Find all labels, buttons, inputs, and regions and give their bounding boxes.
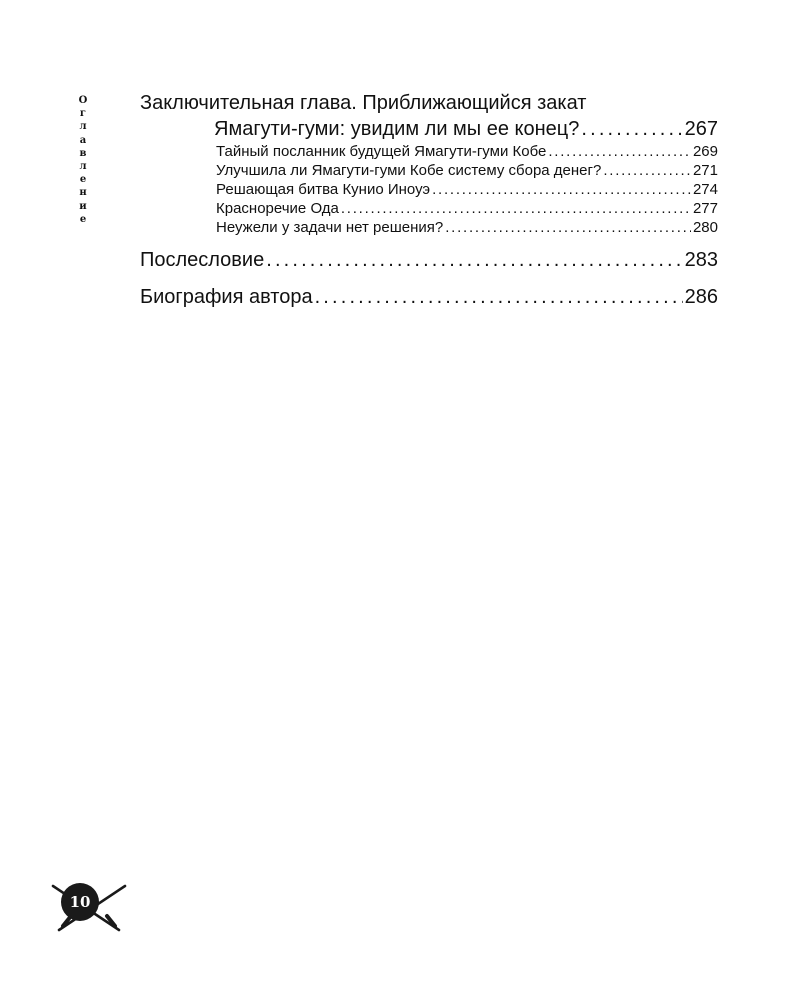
toc-entry-title: Неужели у задачи нет решения?	[216, 219, 444, 236]
side-label-letter: е	[79, 213, 87, 225]
toc-entry-page: 280	[692, 219, 718, 236]
toc-entry-page: 271	[692, 162, 718, 179]
toc-entry-page: 274	[692, 181, 718, 198]
side-label-letter: г	[79, 108, 87, 120]
toc-entry-title: Красноречие Ода	[216, 200, 339, 217]
page-number: 10	[69, 893, 91, 911]
toc-entry-section[interactable]	[140, 180, 718, 199]
leader-dots	[315, 284, 683, 310]
toc-entry-page: 286	[684, 286, 718, 308]
side-label-letter: и	[79, 200, 87, 212]
leader-dots	[266, 247, 682, 273]
leader-dots	[445, 218, 691, 237]
toc-entry-chapter-subtitle[interactable]	[140, 116, 718, 142]
toc-entry-page: 267	[684, 118, 718, 140]
side-label-letter: О	[78, 95, 88, 106]
toc-entry-page: 283	[684, 249, 718, 271]
leader-dots	[341, 199, 691, 218]
toc-entry-title: Ямагути-гуми: увидим ли мы ее конец?	[214, 118, 580, 140]
leader-dots	[548, 142, 691, 161]
chapter-title: Заключительная глава. Приближающийся закат	[140, 92, 587, 114]
side-label-letter: л	[79, 121, 87, 133]
toc-entry-section[interactable]	[140, 199, 718, 218]
toc-entry-page: 269	[692, 143, 718, 160]
leader-dots	[603, 161, 691, 180]
toc-entry-title: Решающая битва Кунио Иноуэ	[216, 181, 431, 198]
toc-entry-title: Улучшила ли Ямагути-гуми Кобе систему сбора денег?	[216, 162, 602, 179]
toc-entry-section[interactable]	[140, 161, 718, 180]
table-of-contents	[140, 90, 718, 310]
toc-entry-page: 277	[692, 200, 718, 217]
side-label-letter: а	[79, 134, 87, 146]
spacer	[140, 237, 718, 247]
side-label-letter: е	[79, 174, 87, 186]
toc-entry-title: Послесловие	[140, 249, 265, 271]
toc-entry-section[interactable]	[140, 142, 718, 161]
spacer	[140, 273, 718, 284]
leader-dots	[581, 116, 682, 142]
toc-entry-title: Тайный посланник будущей Ямагути-гуми Кобе	[216, 143, 547, 160]
toc-entry-title: Биография автора	[140, 286, 313, 308]
toc-entry-section[interactable]	[140, 218, 718, 237]
side-label-letter: в	[79, 147, 87, 159]
toc-entry-author-bio[interactable]	[140, 284, 718, 310]
leader-dots	[432, 180, 691, 199]
toc-entry-afterword[interactable]	[140, 247, 718, 273]
side-label-contents	[74, 94, 92, 226]
side-label-letter: н	[79, 187, 87, 199]
side-label-letter: л	[79, 161, 87, 173]
